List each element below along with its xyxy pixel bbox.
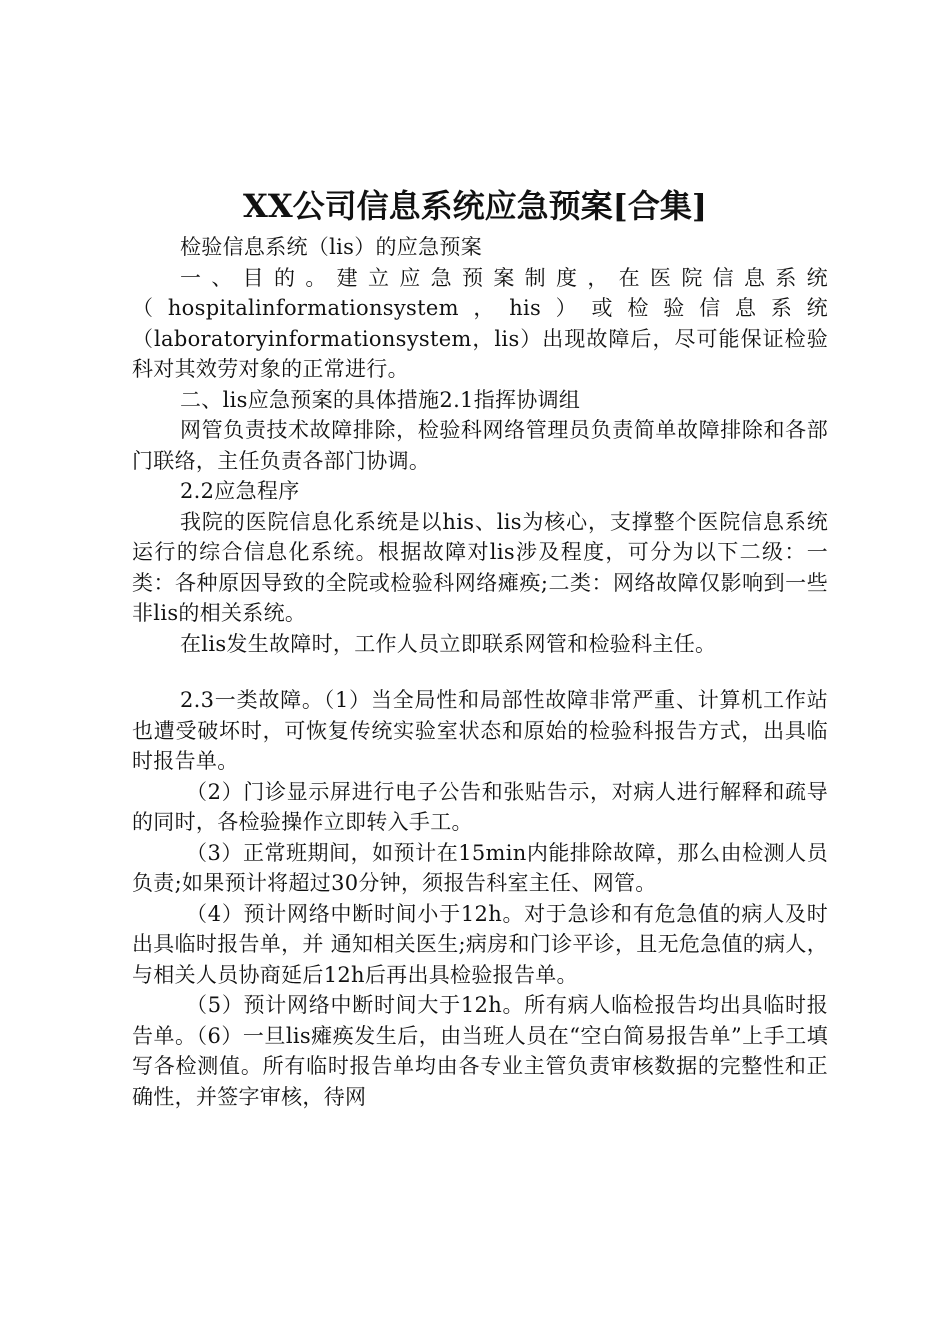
document-body	[132, 232, 828, 1112]
document-title: XX公司信息系统应急预案[合集]	[243, 187, 707, 225]
paragraph-item-4: （4）预计网络中断时间小于12h。对于急诊和有危急值的病人及时出具临时报告单，并 通知相关医生;病房和门诊平诊，且无危急值的病人，与相关人员协商延后12h后再出具检验报告单。	[132, 901, 828, 987]
paragraph-item-2: （2）门诊显示屏进行电子公告和张贴告示，对病人进行解释和疏导的同时，各检验操作立即转入手工。	[132, 779, 828, 834]
paragraph-item-5-6: （5）预计网络中断时间大于12h。所有病人临检报告均出具临时报告单。（6）一旦lis瘫痪发生后，由当班人员在“空白简易报告单”上手工填写各检测值。所有临时报告单均由各专业主管负责审核数据的完整性和正确性，并签字审核，待网	[132, 993, 828, 1109]
paragraph-system-overview: 我院的医院信息化系统是以his、lis为核心，支撑整个医院信息系统运行的综合信息化系统。根据故障对lis涉及程度，可分为以下二级：一类：各种原因导致的全院或检验科网络瘫痪;二类：网络故障仅影响到一些非lis的相关系统。	[132, 509, 828, 625]
paragraph-subtitle: 检验信息系统（lis）的应急预案	[180, 235, 483, 259]
paragraph-section-2: 二、lis应急预案的具体措施2.1指挥协调组	[180, 387, 581, 412]
paragraph-section-2-2: 2.2应急程序	[180, 479, 300, 503]
paragraph-section-2-3: 2.3一类故障。（1）当全局性和局部性故障非常严重、计算机工作站也遭受破坏时，可恢复传统实验室状态和原始的检验科报告方式，出具临时报告单。	[132, 688, 828, 773]
paragraph-item-3: （3）正常班期间，如预计在15min内能排除故障，那么由检测人员负责;如果预计将超过30分钟，须报告科室主任、网管。	[132, 840, 828, 895]
paragraph-purpose: 一、目的。建立应急预案制度，在医院信息系统（hospitalinformationsystem，his）或检验信息系统（laboratoryinformationsystem，lis）出现故障后，尽可能保证检验科对其效劳对象的正常进行。	[132, 265, 828, 381]
paragraph-network-duty: 网管负责技术故障排除，检验科网络管理员负责简单故障排除和各部门联络，主任负责各部门协调。	[132, 418, 828, 473]
paragraph-contact: 在lis发生故障时，工作人员立即联系网管和检验科主任。	[180, 631, 717, 656]
